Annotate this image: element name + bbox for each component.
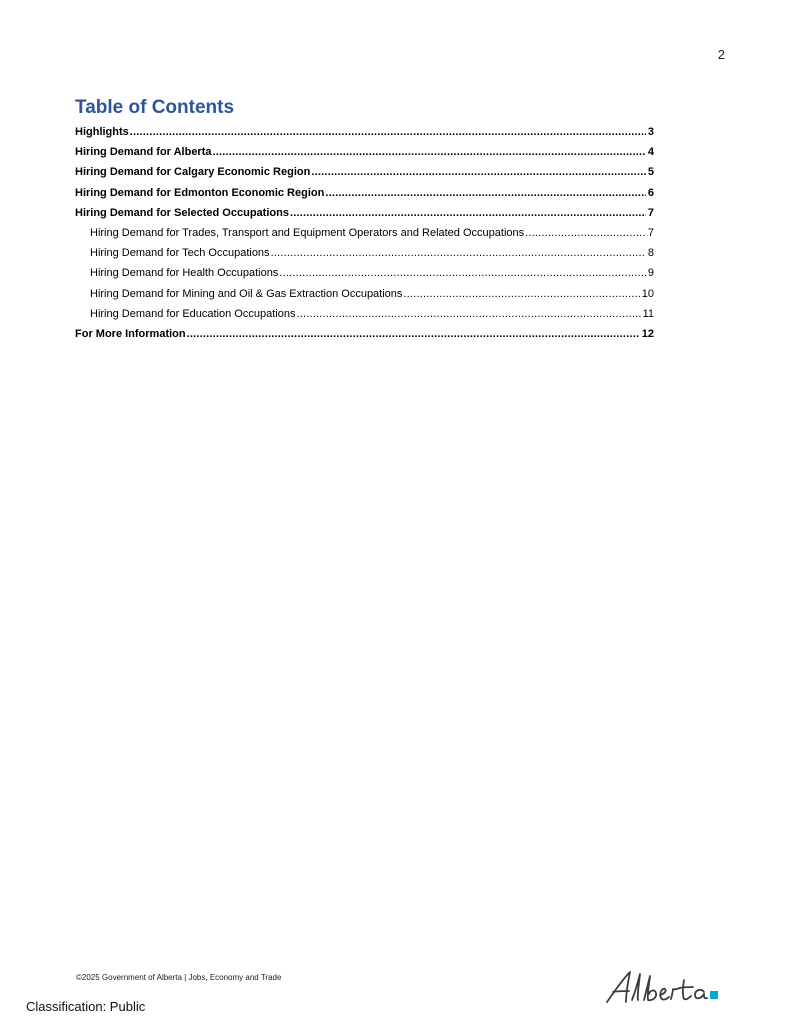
toc-title: Table of Contents	[75, 97, 235, 118]
toc-leader-dots	[290, 206, 646, 220]
toc-entry-label: Hiring Demand for Calgary Economic Region	[75, 166, 311, 179]
toc-leader-dots	[271, 246, 646, 260]
toc-entry-label: Hiring Demand for Health Occupations	[90, 267, 279, 280]
toc-entry-page: 6	[647, 186, 654, 199]
toc-entry-page: 9	[647, 267, 654, 280]
toc-leader-dots	[403, 287, 639, 301]
toc-entry-education[interactable]	[75, 307, 654, 327]
toc-entry-page: 7	[647, 206, 654, 219]
toc-entry-label: Hiring Demand for Mining and Oil & Gas Extraction Occupations	[90, 287, 403, 300]
toc-leader-dots	[187, 327, 640, 341]
toc-entry-tech[interactable]	[75, 246, 654, 266]
toc-entry-calgary[interactable]	[75, 165, 654, 185]
toc-entry-page: 11	[642, 307, 654, 320]
toc-entry-label: Hiring Demand for Selected Occupations	[75, 206, 289, 219]
toc-entry-edmonton[interactable]	[75, 186, 654, 206]
toc-leader-dots	[130, 125, 646, 139]
toc-entry-highlights[interactable]	[75, 125, 654, 145]
toc-entry-label: Hiring Demand for Education Occupations	[90, 307, 296, 320]
toc-entry-trades[interactable]	[75, 226, 654, 246]
toc-entry-label: Hiring Demand for Alberta	[75, 146, 212, 159]
toc-leader-dots	[279, 266, 646, 280]
toc-entry-label: Hiring Demand for Trades, Transport and Equipment Operators and Related Occupations	[90, 226, 525, 239]
alberta-logo	[604, 970, 726, 1006]
classification-label: Classification: Public	[26, 999, 146, 1014]
toc-leader-dots	[325, 186, 646, 200]
toc-entry-page: 10	[641, 287, 654, 300]
toc-entry-page: 3	[647, 126, 654, 138]
toc-entry-health[interactable]	[75, 266, 654, 286]
toc-entry-label: Hiring Demand for Edmonton Economic Region	[75, 186, 325, 199]
toc-entry-page: 4	[647, 146, 654, 159]
toc-entry-selected-occupations[interactable]	[75, 206, 654, 226]
toc-entry-page: 12	[641, 327, 654, 340]
toc-leader-dots	[525, 226, 646, 240]
toc-entry-label: Highlights	[75, 126, 129, 138]
toc-leader-dots	[296, 307, 640, 321]
page-number: 2	[717, 47, 725, 62]
toc-entry-mining-oil-gas[interactable]	[75, 287, 654, 307]
toc-leader-dots	[311, 165, 646, 179]
toc-entry-page: 7	[647, 226, 654, 239]
toc-leader-dots	[213, 145, 646, 159]
table-of-contents	[75, 97, 654, 347]
footer-copyright: ©2025 Government of Alberta | Jobs, Economy and Trade	[76, 973, 282, 982]
toc-entry-label: For More Information	[75, 327, 186, 340]
toc-entry-more-information[interactable]	[75, 327, 654, 347]
toc-entry-page: 5	[647, 166, 654, 179]
toc-entry-page: 8	[647, 247, 654, 260]
toc-entry-label: Hiring Demand for Tech Occupations	[90, 247, 270, 260]
toc-entry-alberta[interactable]	[75, 145, 654, 165]
